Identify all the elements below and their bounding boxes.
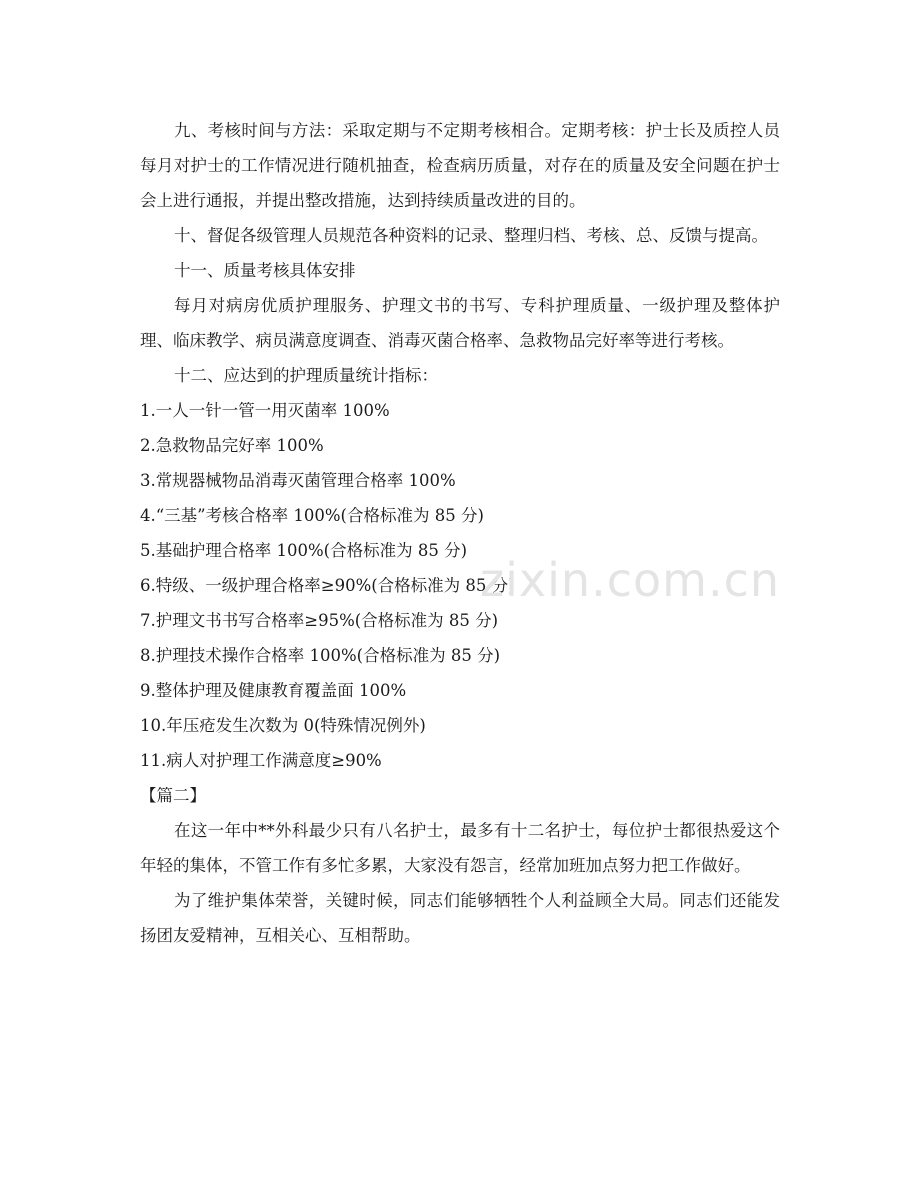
indicator-item: 2.急救物品完好率 100% [140,436,324,455]
paragraph-ten: 十、督促各级管理人员规范各种资料的记录、整理归档、考核、总、反馈与提高。 [174,226,768,245]
heading-twelve: 十二、应达到的护理质量统计指标： [174,366,438,385]
heading-eleven: 十一、质量考核具体安排 [174,261,356,280]
closing-paragraph: 在这一年中**外科最少只有八名护士，最多有十二名护士，每位护士都很热爱这个年轻的集体，不管工作有多忙多累，大家没有怨言，经常加班加点努力把工作做好。 [140,821,780,875]
document-body [140,113,780,953]
indicator-item: 11.病人对护理工作满意度≥90% [140,751,382,770]
indicator-item: 10.年压疮发生次数为 0(特殊情况例外) [140,716,426,735]
indicator-item: 6.特级、一级护理合格率≥90%(合格标准为 85 分) [140,576,515,595]
indicator-item: 1.一人一针一管一用灭菌率 100% [140,401,390,420]
indicator-item: 7.护理文书书写合格率≥95%(合格标准为 85 分) [140,611,499,630]
closing-paragraph: 为了维护集体荣誉，关键时候，同志们能够牺牲个人利益顾全大局。同志们还能发扬团友爱精神，互相关心、互相帮助。 [140,891,780,945]
indicator-item: 4.“三基”考核合格率 100%(合格标准为 85 分) [140,506,484,525]
indicator-item: 8.护理技术操作合格率 100%(合格标准为 85 分) [140,646,501,665]
section-tag: 【篇二】 [140,786,206,805]
paragraph-nine: 九、考核时间与方法：采取定期与不定期考核相合。定期考核：护士长及质控人员每月对护士的工作情况进行随机抽查，检查病历质量，对存在的质量及安全问题在护士会上进行通报，并提出整改措施，达到持续质量改进的目的。 [140,121,780,210]
indicator-item: 5.基础护理合格率 100%(合格标准为 85 分) [140,541,468,560]
paragraph-eleven-body: 每月对病房优质护理服务、护理文书的书写、专科护理质量、一级护理及整体护理、临床教学、病员满意度调查、消毒灭菌合格率、急救物品完好率等进行考核。 [140,296,780,350]
indicator-item: 3.常规器械物品消毒灭菌管理合格率 100% [140,471,456,490]
indicator-item: 9.整体护理及健康教育覆盖面 100% [140,681,407,700]
watermark-text: zixin.com.cn [480,553,781,607]
